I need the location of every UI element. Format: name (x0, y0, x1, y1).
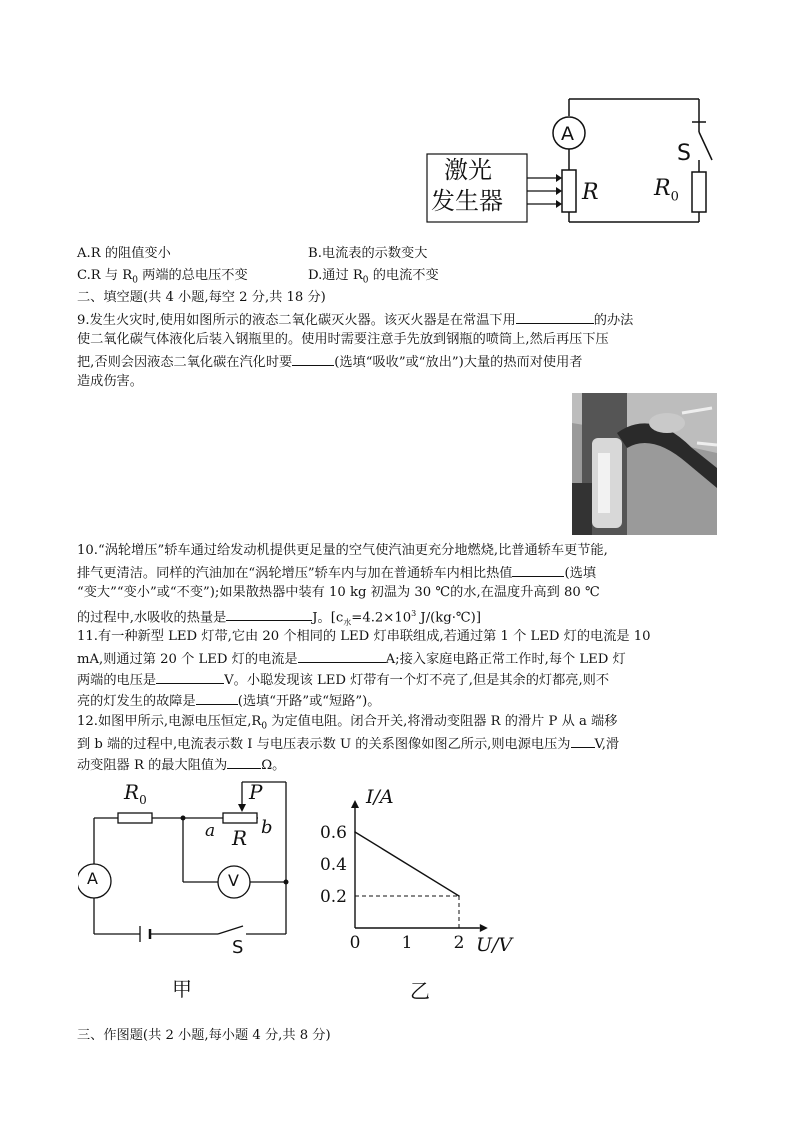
q11-line2: mA,则通过第 20 个 LED 灯的电流是 A;接入家庭电路正常工作时,每个 LED 灯 (77, 648, 626, 670)
laser-label-line2: 发生器 (431, 187, 503, 215)
y-tick-label: 0.6 (319, 823, 347, 843)
q9-line4: 造成伤害。 (77, 374, 143, 389)
q11-line3: 两端的电压是 V。小聪发现该 LED 灯带有一个灯不亮了,但是其余的灯都亮,则不 (77, 669, 609, 691)
jia-a-label: a (205, 821, 216, 841)
x-tick-label: 1 (401, 933, 413, 953)
q11-line4: 亮的灯发生的故障是 (选填“开路”或“短路”)。 (77, 690, 380, 712)
jia-voltmeter-label: V (228, 871, 239, 890)
q9-blank1 (516, 309, 594, 324)
y-tick-label: 0.2 (319, 887, 347, 907)
jia-b-label: b (261, 817, 273, 838)
laser-label-line1: 激光 (444, 156, 492, 184)
photoresistor-symbol (562, 170, 576, 212)
q10-blank1 (512, 562, 564, 577)
x-axis-arrow (480, 924, 488, 932)
resistor-label: R (582, 180, 599, 205)
q9-line3: 把,否则会因液态二氧化碳在汽化时要 (选填“吸收”或“放出”)大量的热而对使用者 (77, 351, 582, 373)
option-a: A.R 的阻值变小 (77, 246, 171, 261)
jia-switch-label: S (232, 937, 244, 958)
y-tick-label: 0.4 (319, 855, 347, 875)
q10-line1: 10.“涡轮增压”轿车通过给发动机提供更足量的空气使汽油更充分地燃烧,比普通轿车更节能, (77, 543, 608, 558)
option-d: D.通过 $R_0$ 的电流不变 (308, 268, 439, 286)
switch-label: S (677, 141, 691, 166)
q12-blank1 (571, 733, 595, 748)
yi-ylabel: I/A (366, 786, 394, 808)
fixed-resistor-label: $R_0$ (654, 176, 679, 205)
jia-r0-label: $R_0$ (124, 780, 147, 807)
q11-line1: 11.有一种新型 LED 灯带,它由 20 个相同的 LED 灯串联组成,若通过第 1 个 LED 灯的电流是 10 (77, 629, 651, 644)
q10-line4: 的过程中,水吸收的热量是 J。[$c_水=4.2\times 10^3$ J/(kg·℃)] (77, 604, 481, 633)
q11-blank3 (196, 690, 238, 705)
section3-title: 三、作图题(共 2 小题,每小题 4 分,共 8 分) (77, 1028, 331, 1043)
fixed-resistor-symbol (692, 172, 706, 212)
q9-blank2 (292, 351, 334, 366)
data-point-0 (354, 831, 356, 833)
x-tick-label: 2 (453, 933, 465, 953)
q10-line3: “变大”“变小”或“不变”);如果散热器中装有 10 kg 初温为 30 ℃的水,在温度升高到 80 ℃ (77, 585, 600, 600)
yi-caption: 乙 (410, 979, 430, 1003)
data-line (355, 832, 459, 896)
yi-xlabel: U/V (476, 934, 513, 956)
option-b: B.电流表的示数变大 (308, 246, 428, 261)
jia-p-label: P (249, 780, 263, 804)
q11-blank2 (156, 669, 224, 684)
iu-graph (310, 780, 530, 960)
jia-ammeter-label: A (87, 869, 98, 888)
x-tick-label: 0 (349, 933, 361, 953)
q9-line2: 使二氧化碳气体液化后装入钢瓶里的。使用时需要注意手先放到钢瓶的喷筒上,然后再压下压 (77, 332, 609, 347)
q10-line2: 排气更清洁。同样的汽油加在“涡轮增压”轿车内与加在普通轿车内相比热值 (选填 (77, 562, 596, 584)
q9-line1: 9.发生火灾时,使用如图所示的液态二氧化碳灭火器。该灭火器是在常温下用 的办法 (77, 309, 633, 331)
option-c: C.R 与 $R_0$ 两端的总电压不变 (77, 268, 248, 286)
circuit-jia-diagram (78, 778, 298, 958)
q12-blank2 (227, 754, 261, 769)
q12-line3: 动变阻器 R 的最大阻值为 Ω。 (77, 754, 285, 776)
fire-extinguisher-photo (572, 393, 717, 535)
q12-line1: 12.如图甲所示,电源电压恒定$,R_0$ 为定值电阻。闭合开关,将滑动变阻器 R 的滑片 P 从 a 端移 (77, 714, 618, 732)
section2-title: 二、填空题(共 4 小题,每空 2 分,共 18 分) (77, 290, 326, 305)
q10-blank2 (226, 606, 312, 621)
q11-blank1 (298, 648, 386, 663)
jia-r-label: R (232, 826, 248, 850)
data-point-1 (458, 895, 460, 897)
q12-line2: 到 b 端的过程中,电流表示数 I 与电压表示数 U 的关系图像如图乙所示,则电源电压为 V,滑 (77, 733, 619, 755)
jia-caption: 甲 (172, 977, 192, 1001)
ammeter-label: A (561, 123, 574, 145)
y-axis-arrow (351, 800, 359, 808)
